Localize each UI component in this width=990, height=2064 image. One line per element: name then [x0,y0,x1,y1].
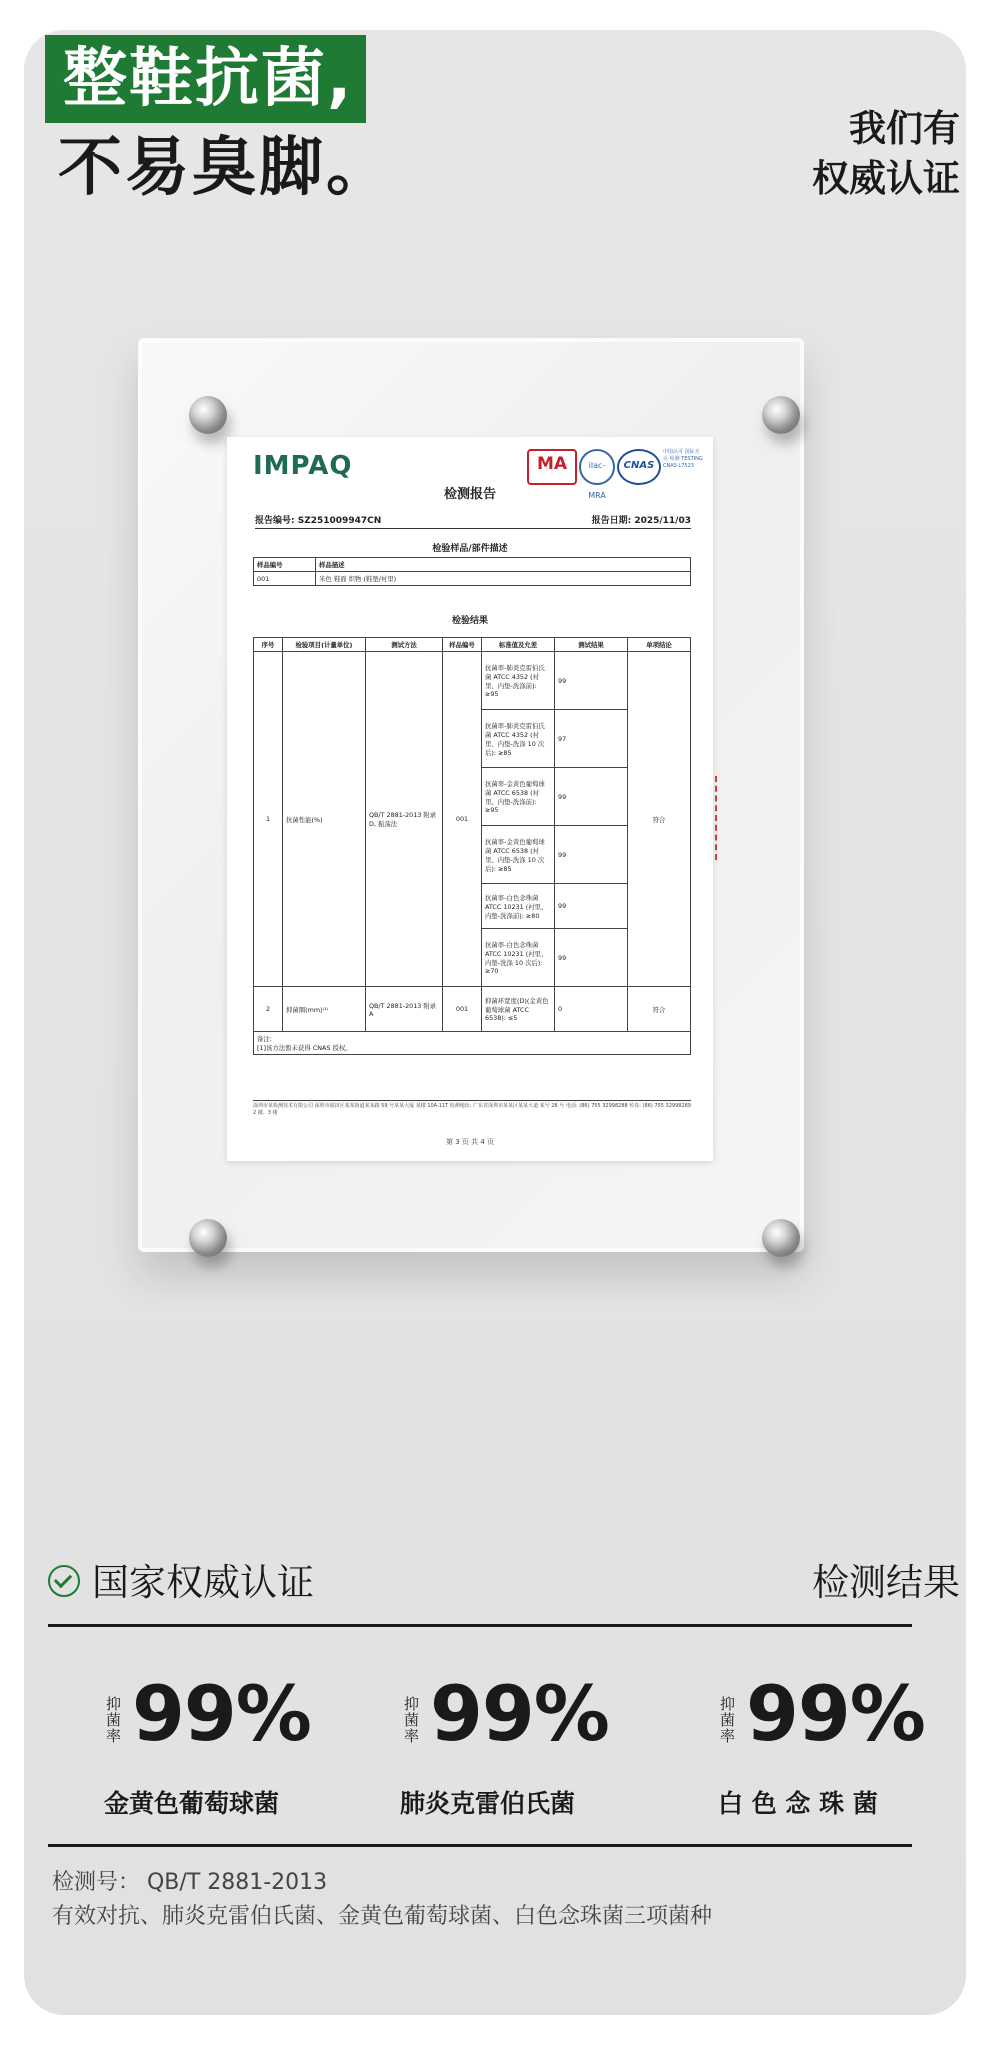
stat-name: 白 色 念 珠 菌 [718,1789,878,1818]
row1-res-3: 99 [555,768,628,826]
footer-contact: 电话: (86) 755 32998288 传真: (86) 755 32998289 [565,1103,691,1109]
authority-text [812,104,960,204]
result-title: 检测结果 [812,1561,960,1604]
sample-cell-id: 001 [254,572,316,586]
screw-top-left-icon [189,396,227,434]
table-row [254,1032,691,1055]
row1-res-6: 99 [555,929,628,987]
report-meta [255,513,691,529]
screw-top-right-icon [762,396,800,434]
row1-res-1: 99 [555,652,628,710]
notes-text: [1]该方法暂未获得 CNAS 授权。 [257,1044,352,1052]
report-number: 报告编号: SZ251009947CN [255,516,382,526]
seal-stamp-edge [709,776,717,860]
stat-value: 99% [746,1669,925,1758]
stat-name: 金黄色葡萄球菌 [104,1789,280,1818]
row2-method: QB/T 2881-2013 附录 A [366,987,443,1032]
footer-address: 深圳市某检测技术有限公司 深圳市福田区某某街道某某路 59 号某某大厦 某楼 10A-11T 检测地址: 广东省深圳市某某区某某大道 某号 28 号 2 楼、3 楼 [253,1103,565,1116]
row1-no: 1 [254,652,283,987]
cnas-badge-text: 中国认可 国际互认 检测 TESTING CNAS L7523 [663,449,703,469]
report-title: 检测报告 [443,487,496,502]
result-header-sample: 样品编号 [443,638,482,652]
stat-value: 99% [132,1669,311,1758]
table-row [254,652,691,710]
row1-std-6: 抗菌率-白色念珠菌 ATCC 10231 (衬里、内垫-洗涤 10 次后): ≥70 [482,929,555,987]
row1-std-5: 抗菌率-白色念珠菌 ATCC 10231 (衬里、内垫-洗涤前): ≥80 [482,884,555,929]
headline-line-1: 整鞋抗菌, [63,42,354,116]
result-header-no: 序号 [254,638,283,652]
row1-std-1: 抗菌率-肺炎克雷伯氏菌 ATCC 4352 (衬里、内垫-洗涤前): ≥95 [482,652,555,710]
report-footer [253,1100,691,1117]
row1-std-3: 抗菌率-金黄色葡萄球菌 ATCC 6538 (衬里、内垫-洗涤前): ≥95 [482,768,555,826]
row2-res: 0 [555,987,628,1032]
sample-section-title: 检验样品/部件描述 [432,544,508,554]
page-number: 第 3 页 共 4 页 [445,1138,495,1146]
screw-bottom-right-icon [762,1219,800,1257]
result-header-method: 测试方法 [366,638,443,652]
row2-sample: 001 [443,987,482,1032]
result-section-title: 检验结果 [451,616,488,626]
row1-res-5: 99 [555,884,628,929]
ilac-mra-badge-icon: ilac-MRA [579,449,615,485]
stat-name: 肺炎克雷伯氏菌 [400,1789,576,1818]
table-row [254,987,691,1032]
table-row [254,572,691,586]
row1-std-2: 抗菌率-肺炎克雷伯氏菌 ATCC 4352 (衬里、内垫-洗涤 10 次后): ≥85 [482,710,555,768]
result-header-conclusion: 单项结论 [628,638,691,652]
result-header-standard: 标准值及允差 [482,638,555,652]
stat-label: 抑菌率 [720,1695,736,1745]
row2-std: 抑菌环宽度(D)(金黄色葡萄球菌 ATCC 6538): ≤5 [482,987,555,1032]
certification-title: 国家权威认证 [92,1561,314,1604]
sample-table [253,557,691,586]
notes-label: 备注: [257,1035,272,1043]
cnas-badge-icon: CNAS [617,449,661,485]
result-header-result: 测试结果 [555,638,628,652]
impaq-logo: IMPAQ [253,451,353,481]
headline-line-2: 不易臭脚。 [58,131,393,205]
authority-line-2: 权威认证 [812,157,960,200]
certification-row [48,1555,960,1615]
result-header-item: 检验项目(计量单位) [283,638,366,652]
test-report-document [227,437,713,1161]
test-number: 检测号： QB/T 2881-2013 [52,1870,328,1895]
row2-conclusion: 符合 [628,987,691,1032]
screw-bottom-left-icon [189,1219,227,1257]
row1-method: QB/T 2881-2013 附录 D, 振荡法 [366,652,443,987]
report-date: 报告日期: 2025/11/03 [591,516,691,526]
result-table [253,637,691,1055]
divider-bottom [48,1844,912,1847]
authority-line-1: 我们有 [849,107,960,150]
check-circle-icon [48,1565,80,1597]
row1-conclusion: 符合 [628,652,691,987]
stat-value: 99% [430,1669,609,1758]
row2-item: 抑菌圈(mm)⁽¹⁾ [283,987,366,1032]
sample-header-desc: 样品描述 [316,558,691,572]
row2-no: 2 [254,987,283,1032]
test-description: 有效对抗、肺炎克雷伯氏菌、金黄色葡萄球菌、白色念珠菌三项菌种 [52,1904,713,1929]
row1-item: 抗菌性能(%) [283,652,366,987]
row1-std-4: 抗菌率-金黄色葡萄球菌 ATCC 6538 (衬里、内垫-洗涤 10 次后): ≥85 [482,826,555,884]
stat-label: 抑菌率 [404,1695,420,1745]
ma-badge-icon: MA [527,449,577,485]
row1-sample: 001 [443,652,482,987]
notes-cell [254,1032,691,1055]
stat-label: 抑菌率 [106,1695,122,1745]
row1-res-2: 97 [555,710,628,768]
divider-top [48,1624,912,1627]
row1-res-4: 99 [555,826,628,884]
sample-header-id: 样品编号 [254,558,316,572]
sample-cell-desc: 米色 鞋面 织物 (鞋垫/衬里) [316,572,691,586]
